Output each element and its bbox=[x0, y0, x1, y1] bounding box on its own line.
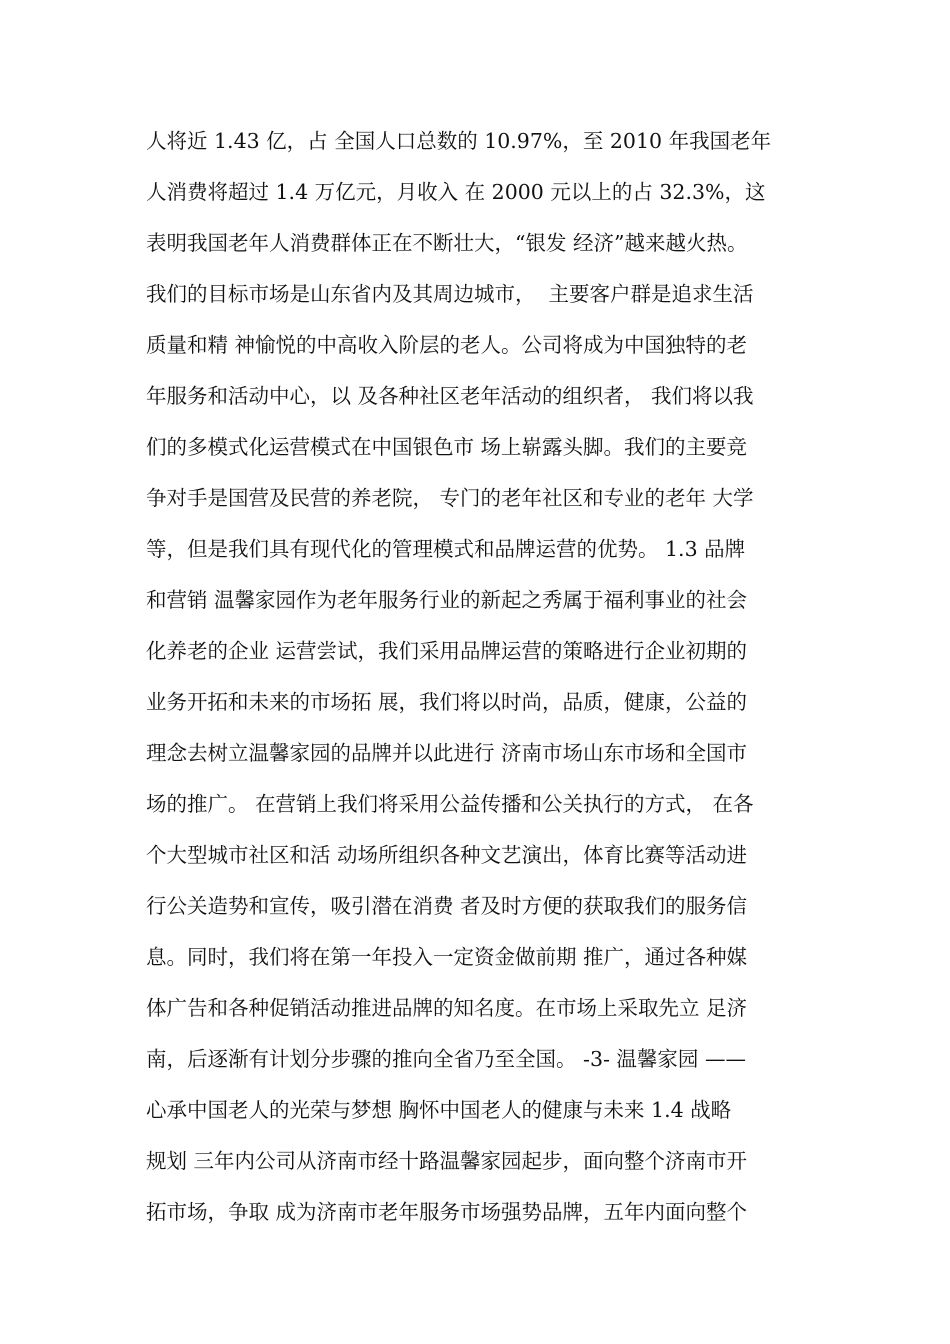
text-line: 争对手是国营及民营的养老院， 专门的老年社区和专业的老年 大学 bbox=[146, 486, 754, 510]
text-line: 化养老的企业 运营尝试，我们采用品牌运营的策略进行企业初期的 bbox=[146, 639, 748, 663]
text-line: 们的多模式化运营模式在中国银色市 场上崭露头脚。我们的主要竞 bbox=[146, 435, 748, 459]
text-line: 理念去树立温馨家园的品牌并以此进行 济南市场山东市场和全国市 bbox=[146, 741, 748, 765]
text-line: 心承中国老人的光荣与梦想 胸怀中国老人的健康与未来 1.4 战略 bbox=[146, 1098, 732, 1122]
text-line: 业务开拓和未来的市场拓 展，我们将以时尚，品质，健康，公益的 bbox=[146, 690, 748, 714]
text-line: 体广告和各种促销活动推进品牌的知名度。在市场上采取先立 足济 bbox=[146, 996, 748, 1020]
text-line: 南，后逐渐有计划分步骤的推向全省乃至全国。 -3- 温馨家园 —— bbox=[146, 1047, 746, 1071]
body-text bbox=[146, 116, 816, 1238]
text-line: 个大型城市社区和活 动场所组织各种文艺演出，体育比赛等活动进 bbox=[146, 843, 748, 867]
text-line: 拓市场，争取 成为济南市老年服务市场强势品牌，五年内面向整个 bbox=[146, 1200, 748, 1224]
text-line: 和营销 温馨家园作为老年服务行业的新起之秀属于福利事业的社会 bbox=[146, 588, 748, 612]
text-line: 场的推广。 在营销上我们将采用公益传播和公关执行的方式， 在各 bbox=[146, 792, 754, 816]
text-line: 我们的目标市场是山东省内及其周边城市， 主要客户群是追求生活 bbox=[146, 282, 754, 306]
text-line: 规划 三年内公司从济南市经十路温馨家园起步，面向整个济南市开 bbox=[146, 1149, 748, 1173]
text-line: 年服务和活动中心，以 及各种社区老年活动的组织者， 我们将以我 bbox=[146, 384, 754, 408]
text-line: 息。同时，我们将在第一年投入一定资金做前期 推广，通过各种媒 bbox=[146, 945, 748, 969]
text-line: 行公关造势和宣传，吸引潜在消费 者及时方便的获取我们的服务信 bbox=[146, 894, 748, 918]
text-line: 质量和精 神愉悦的中高收入阶层的老人。公司将成为中国独特的老 bbox=[146, 333, 748, 357]
text-line: 人将近 1.43 亿，占 全国人口总数的 10.97%，至 2010 年我国老年 bbox=[146, 129, 772, 153]
text-line: 表明我国老年人消费群体正在不断壮大，“银发 经济”越来越火热。 bbox=[146, 231, 748, 255]
text-line: 人消费将超过 1.4 万亿元，月收入 在 2000 元以上的占 32.3%，这 bbox=[146, 180, 766, 204]
text-line: 等，但是我们具有现代化的管理模式和品牌运营的优势。 1.3 品牌 bbox=[146, 537, 746, 561]
